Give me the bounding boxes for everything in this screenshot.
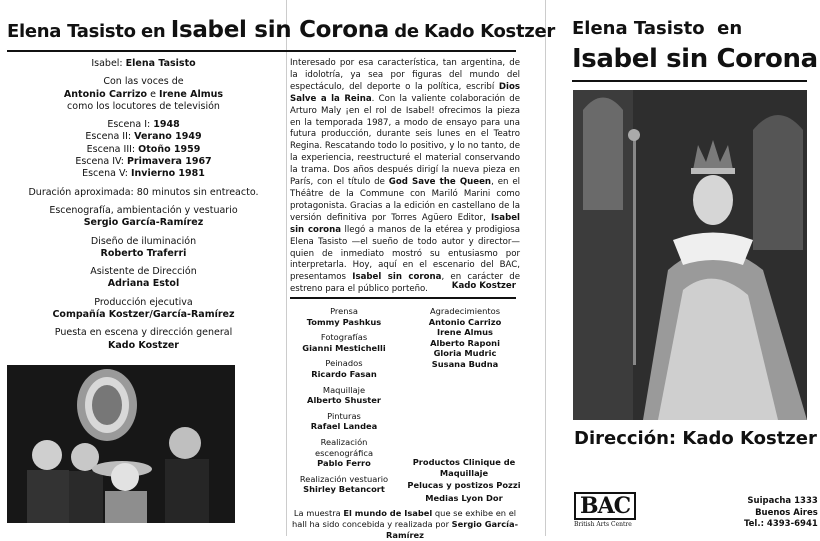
- scene-line: Escena I: 1948: [107, 119, 180, 131]
- queen-photo-illustration: [573, 90, 807, 420]
- signature: Kado Kostzer: [451, 281, 516, 291]
- scene-line: Escena II: Verano 1949: [85, 131, 202, 143]
- role-credit: Producción ejecutiva Compañía Kostzer/García-Ramírez: [52, 296, 235, 321]
- sponsors-list: Productos Clinique de Maquillaje Pelucas y postizos Pozzi Medias Lyon Dor: [407, 457, 521, 503]
- fold-line-2: [545, 0, 546, 536]
- title-de: de: [394, 21, 419, 42]
- voices-block: Con las voces de Antonio Carrizo e Irene Almus como los locutores de televisión: [63, 76, 224, 112]
- exhibit-note: La muestra El mundo de Isabel que se exhibe en el hall ha sido concebida y realizada por Sergio García-Ramírez: [291, 508, 519, 540]
- cover-actress-line: Elena Tasisto en: [572, 18, 743, 39]
- scene-line: Escena V: Invierno 1981: [82, 168, 205, 180]
- author-note: Interesado por esa característica, tan argentina, de la idolotría, ya sea por figuras del mundo del espectáculo, del deporte o la política, escribí Dios Salve a la Reina. Con la valiente colaboración de Arturo Maly ¡en el rol de Isabel! ofrecimos la pieza en la temporada 1987, a modo de ensayo para una futura producción, durante seis lunes en el Teatro Regina. Rescatando todo lo positivo, y lo no tanto, de la experiencia, reestructuré el material conservando la trama. Dos años después dirigí la nueva pieza en París, con el título de God Save the Queen, en el Théâtre de la Commune con Mariló Marini como protagonista. Gracias a la edición en castellano de la versión definitiva por Torres Agüero Editor, Isabel sin corona llegó a manos de la etérea y prodigiosa Elena Tasisto —el sueño de todo autor y director— quien de inmediato mostró su entusiasmo por interpretarla. Hoy, aquí en el escenario del BAC, presentamos Isabel sin corona, en carácter de estreno para el público porteño.: [290, 58, 521, 295]
- duration: Duración aproximada: 80 minutos sin entreacto.: [28, 186, 259, 198]
- role-credit: Puesta en escena y dirección general Kado Kostzer: [54, 327, 233, 351]
- cast-name: Elena Tasisto: [125, 58, 196, 69]
- cast-photo-illustration: [7, 365, 235, 523]
- cast-isabel: Isabel: Elena Tasisto: [91, 58, 196, 69]
- role-credit: Escenografía, ambientación y vestuario Sergio García-Ramírez: [49, 204, 238, 229]
- program-title: [7, 17, 555, 43]
- cover-rule: [572, 80, 807, 82]
- role-credit: Diseño de iluminación Roberto Traferri: [90, 235, 197, 259]
- cast-photo: [7, 365, 235, 523]
- title-en: en: [140, 21, 166, 42]
- mid-rule: [290, 297, 516, 299]
- scene-line: Escena IV: Primavera 1967: [75, 156, 212, 168]
- scenes-block: [0, 119, 287, 180]
- title-author: Kado Kostzer: [424, 21, 555, 42]
- venue-address: Suipacha 1333 Buenos Aires Tel.: 4393-6941: [744, 496, 818, 529]
- thanks-list: Agradecimientos Antonio Carrizo Irene Almus Alberto Raponi Gloria Mudric Susana Budna: [415, 306, 515, 370]
- credits-list: [0, 58, 287, 358]
- thanks-label: Agradecimientos: [429, 306, 501, 316]
- title-actress: Elena Tasisto: [7, 21, 136, 42]
- direction-credit: Dirección: Kado Kostzer: [574, 428, 817, 449]
- bac-logo: BAC British Arts Centre: [574, 492, 644, 528]
- staff-list: Prensa Tommy Pashkus Fotografías Gianni Mestichelli Peinados Ricardo Fasan Maquillaje Alberto Shuster Pinturas Rafael Landea Realización escenográfica Pablo Ferro Realización vestuario Shirley Betancort: [299, 306, 389, 495]
- title-play: Isabel sin Corona: [170, 17, 389, 43]
- header-rule: [7, 50, 516, 52]
- scene-line: Escena III: Otoño 1959: [86, 143, 201, 155]
- role-credit: Asistente de Dirección Adriana Estol: [90, 266, 197, 290]
- cover-play-title: Isabel sin Corona: [572, 44, 818, 74]
- cover-photo: [573, 90, 807, 420]
